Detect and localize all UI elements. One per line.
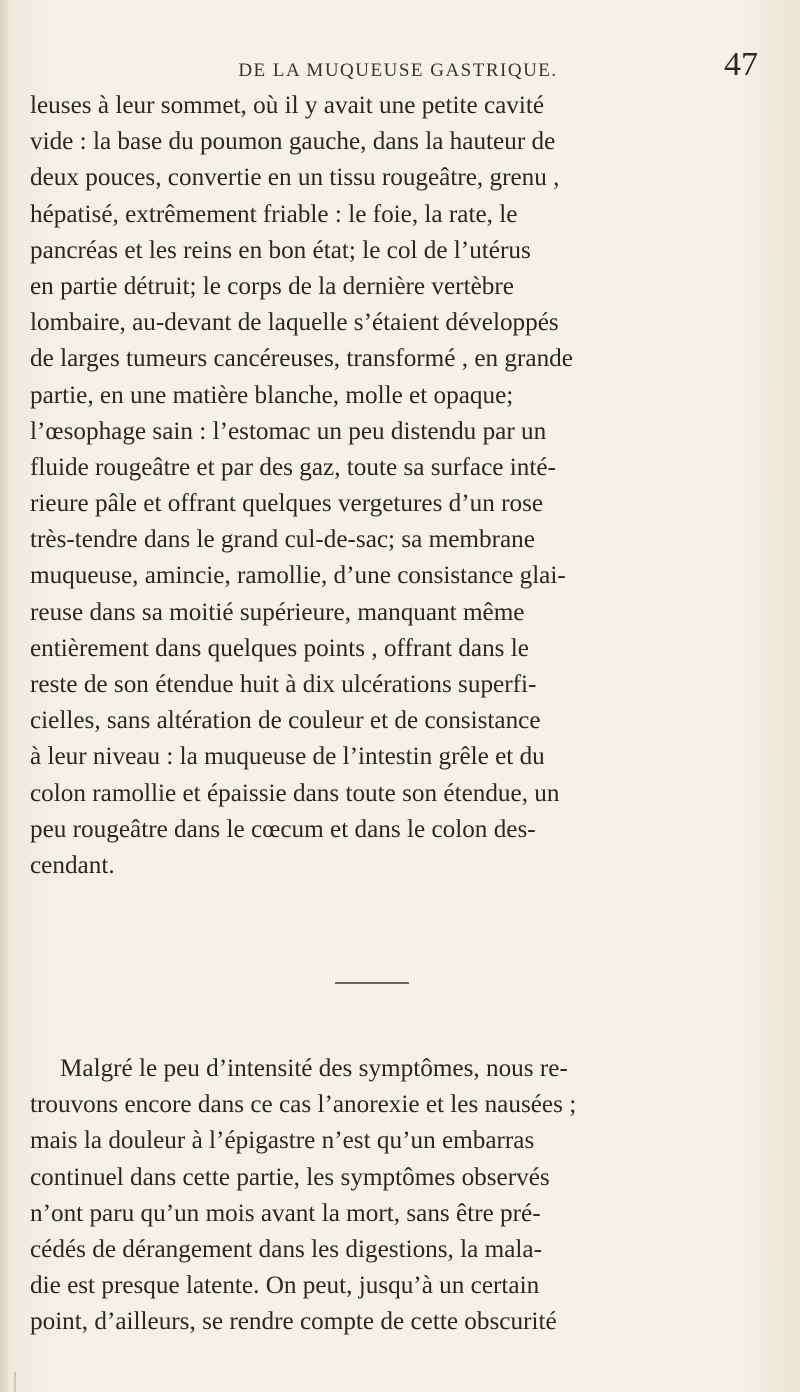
text-line: muqueuse, amincie, ramollie, d’une consistance glai- [30, 562, 566, 590]
text-line: vide : la base du poumon gauche, dans la hauteur de [30, 128, 556, 156]
page-edge-mark [14, 1372, 16, 1392]
text-line: l’œsophage sain : l’estomac un peu distendu par un [30, 417, 547, 445]
text-line: hépatisé, extrêmement friable : le foie, la rate, le [30, 200, 518, 228]
text-line: en partie détruit; le corps de la dernière vertèbre [30, 272, 514, 300]
paragraph-1 [30, 88, 768, 884]
text-line: Malgré le peu d’intensité des symptômes, nous re- [60, 1055, 568, 1082]
text-line: reste de son étendue huit à dix ulcérations superfi- [30, 671, 537, 698]
text-line: très-tendre dans le grand cul-de-sac; sa membrane [30, 526, 535, 554]
text-line: reuse dans sa moitié supérieure, manquant même [30, 598, 525, 626]
text-line: lombaire, au-devant de laquelle s’étaient développés [30, 309, 559, 337]
paragraph-2 [30, 1051, 768, 1341]
text-line: pancréas et les reins en bon état; le col de l’utérus [30, 236, 531, 264]
section-separator-rule [335, 982, 409, 984]
page-gutter-shadow [0, 0, 10, 1392]
text-line: partie, en une matière blanche, molle et opaque; [30, 381, 514, 409]
text-line: cielles, sans altération de couleur et de consistance [30, 707, 541, 735]
text-line: à leur niveau : la muqueuse de l’intestin grêle et du [30, 743, 545, 771]
text-line: continuel dans cette partie, les symptômes observés [30, 1163, 550, 1191]
text-line: die est presque latente. On peut, jusqu’à un certain [30, 1272, 540, 1300]
text-line: point, d’ailleurs, se rendre compte de cette obscurité [30, 1308, 557, 1336]
text-line: peu rougeâtre dans le cœcum et dans le colon des- [30, 815, 536, 843]
text-line: cendant. [30, 851, 115, 879]
text-line: rieure pâle et offrant quelques vergetures d’un rose [30, 490, 544, 518]
text-line: de larges tumeurs cancéreuses, transformé , en grande [30, 345, 573, 373]
text-line: fluide rougeâtre et par des gaz, toute sa surface inté- [30, 453, 556, 481]
text-line: mais la douleur à l’épigastre n’est qu’un embarras [30, 1127, 535, 1155]
text-line: trouvons encore dans ce cas l’anorexie et les nausées ; [30, 1091, 577, 1119]
page-number: 47 [724, 46, 758, 83]
page-header [60, 42, 760, 92]
text-line: entièrement dans quelques points , offrant dans le [30, 634, 529, 662]
text-line: cédés de dérangement dans les digestions, la mala- [30, 1235, 542, 1263]
text-line: deux pouces, convertie en un tissu rougeâtre, grenu , [30, 164, 560, 192]
text-line: n’ont paru qu’un mois avant la mort, sans être pré- [30, 1199, 541, 1227]
text-line: colon ramollie et épaissie dans toute son étendue, un [30, 779, 560, 807]
running-title: DE LA MUQUEUSE GASTRIQUE. [238, 60, 558, 81]
text-line: leuses à leur sommet, où il y avait une petite cavité [30, 92, 545, 119]
